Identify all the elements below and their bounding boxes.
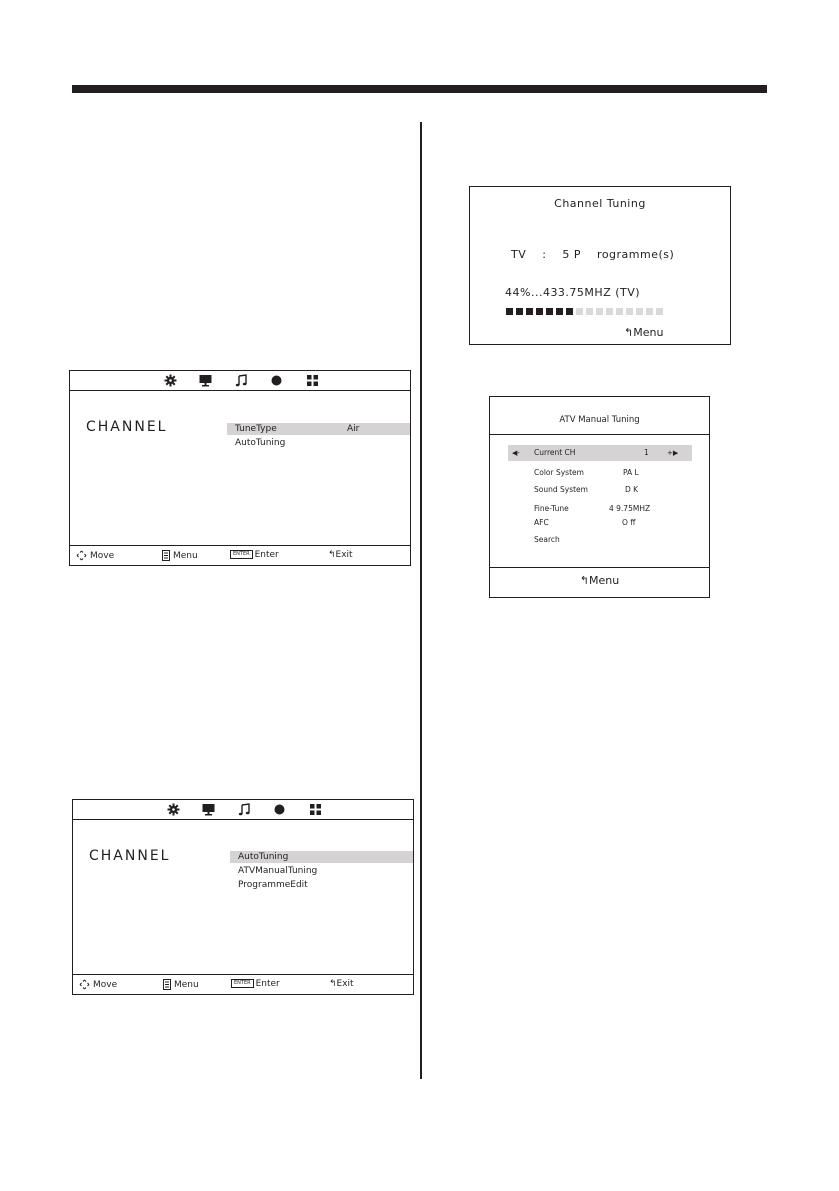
circle-icon[interactable] — [270, 374, 283, 387]
atv-row-value: PA L — [623, 468, 639, 477]
channel-menu-screen-2 — [72, 799, 414, 995]
menu-footer — [70, 545, 410, 565]
footer-menu-label: Menu — [173, 551, 198, 561]
atv-row-label: Color System — [534, 468, 584, 477]
circle-icon[interactable] — [273, 803, 286, 816]
footer-menu[interactable] — [162, 550, 198, 562]
footer-move-label: Move — [90, 551, 115, 561]
atv-manual-tuning-screen — [489, 396, 710, 598]
left-arrow-icon[interactable]: ◀- — [512, 449, 520, 457]
atv-row-value: O ff — [622, 518, 636, 527]
atv-manual-tuning-title: ATV Manual Tuning — [559, 415, 640, 425]
progress-cell — [646, 308, 653, 315]
music-note-icon[interactable] — [238, 803, 251, 816]
grid-icon[interactable] — [309, 803, 322, 816]
menu-hint-label: Menu — [633, 326, 664, 339]
return-arrow-icon: ↰ — [329, 979, 337, 989]
atv-row-sound-system[interactable] — [508, 482, 692, 498]
footer-enter-label: Enter — [254, 550, 279, 560]
enter-key-icon: ENTER — [231, 979, 254, 988]
atv-row-current-ch[interactable] — [508, 445, 692, 461]
channel-tuning-title: Channel Tuning — [554, 197, 646, 210]
atv-menu-hint[interactable] — [490, 574, 709, 587]
gear-icon[interactable] — [164, 374, 177, 387]
footer-enter[interactable] — [230, 550, 279, 561]
menu-item-label: ProgrammeEdit — [238, 880, 308, 890]
move-arrows-icon — [76, 550, 87, 561]
atv-row-search[interactable] — [508, 532, 692, 548]
menu-item-programme-edit[interactable] — [230, 879, 413, 891]
atv-row-label: Sound System — [534, 485, 588, 494]
atv-row-afc[interactable] — [508, 515, 692, 531]
menu-item-value: Air — [347, 424, 360, 434]
menu-footer — [73, 974, 413, 994]
channel-tuning-menu-hint[interactable] — [624, 326, 663, 339]
atv-title-divider — [490, 434, 709, 435]
move-arrows-icon — [79, 979, 90, 990]
progress-cell — [566, 308, 573, 315]
atv-row-value: D K — [625, 485, 639, 494]
progress-cell — [596, 308, 603, 315]
atv-row-label: Fine-Tune — [534, 504, 569, 513]
enter-key-icon: ENTER — [230, 550, 253, 559]
menu-list-icon — [163, 979, 171, 990]
menu-item-auto-tuning[interactable] — [230, 851, 413, 863]
gear-icon[interactable] — [167, 803, 180, 816]
footer-menu[interactable] — [163, 979, 199, 991]
header-rule — [72, 85, 767, 93]
column-divider — [420, 122, 422, 1079]
menu-list-icon — [162, 550, 170, 561]
menu-item-atv-manual-tuning[interactable] — [230, 865, 413, 877]
progress-cell — [626, 308, 633, 315]
programme-count-text: TV : 5 P rogramme(s) — [511, 248, 675, 261]
footer-enter-label: Enter — [255, 979, 280, 989]
footer-menu-label: Menu — [174, 980, 199, 990]
channel-menu-title: CHANNEL — [86, 419, 168, 435]
atv-row-label: Search — [534, 535, 560, 544]
atv-footer-divider — [490, 567, 709, 568]
progress-cell — [586, 308, 593, 315]
grid-icon[interactable] — [306, 374, 319, 387]
menu-item-label: AutoTuning — [235, 438, 286, 448]
progress-cell — [636, 308, 643, 315]
progress-cell — [506, 308, 513, 315]
monitor-icon[interactable] — [202, 803, 215, 816]
footer-exit-label: Exit — [335, 550, 353, 560]
footer-move[interactable] — [79, 979, 117, 991]
progress-cell — [556, 308, 563, 315]
menu-item-label: ATVManualTuning — [238, 866, 318, 876]
right-arrow-icon[interactable]: +▶ — [667, 449, 679, 457]
menu-icon-bar — [70, 371, 410, 391]
footer-enter[interactable] — [231, 979, 280, 990]
footer-exit[interactable] — [328, 550, 353, 561]
channel-tuning-screen — [469, 186, 731, 345]
progress-cell — [536, 308, 543, 315]
menu-item-label: TuneType — [235, 424, 277, 434]
progress-cell — [526, 308, 533, 315]
menu-item-tune-type[interactable] — [227, 423, 410, 435]
return-arrow-icon: ↰ — [624, 326, 634, 339]
progress-cell — [546, 308, 553, 315]
progress-cell — [616, 308, 623, 315]
footer-exit[interactable] — [329, 979, 354, 990]
atv-row-value: 4 9.75MHZ — [609, 504, 651, 513]
footer-exit-label: Exit — [336, 979, 354, 989]
footer-move-label: Move — [93, 980, 118, 990]
channel-menu-screen-1 — [69, 370, 411, 566]
menu-icon-bar — [73, 800, 413, 820]
progress-cell — [656, 308, 663, 315]
atv-row-color-system[interactable] — [508, 465, 692, 481]
music-note-icon[interactable] — [235, 374, 248, 387]
atv-row-value: 1 — [644, 448, 649, 457]
progress-cell — [606, 308, 613, 315]
atv-row-label: Current CH — [534, 448, 576, 457]
return-arrow-icon: ↰ — [328, 550, 336, 560]
menu-item-label: AutoTuning — [238, 852, 289, 862]
tuning-frequency-text: 44%...433.75MHZ (TV) — [505, 286, 641, 299]
atv-row-label: AFC — [534, 518, 549, 527]
monitor-icon[interactable] — [199, 374, 212, 387]
progress-cell — [576, 308, 583, 315]
return-arrow-icon: ↰ — [579, 574, 589, 587]
menu-item-auto-tuning[interactable] — [227, 437, 410, 449]
footer-move[interactable] — [76, 550, 114, 562]
channel-menu-title: CHANNEL — [89, 848, 171, 864]
menu-hint-label: Menu — [589, 574, 620, 587]
progress-cell — [516, 308, 523, 315]
